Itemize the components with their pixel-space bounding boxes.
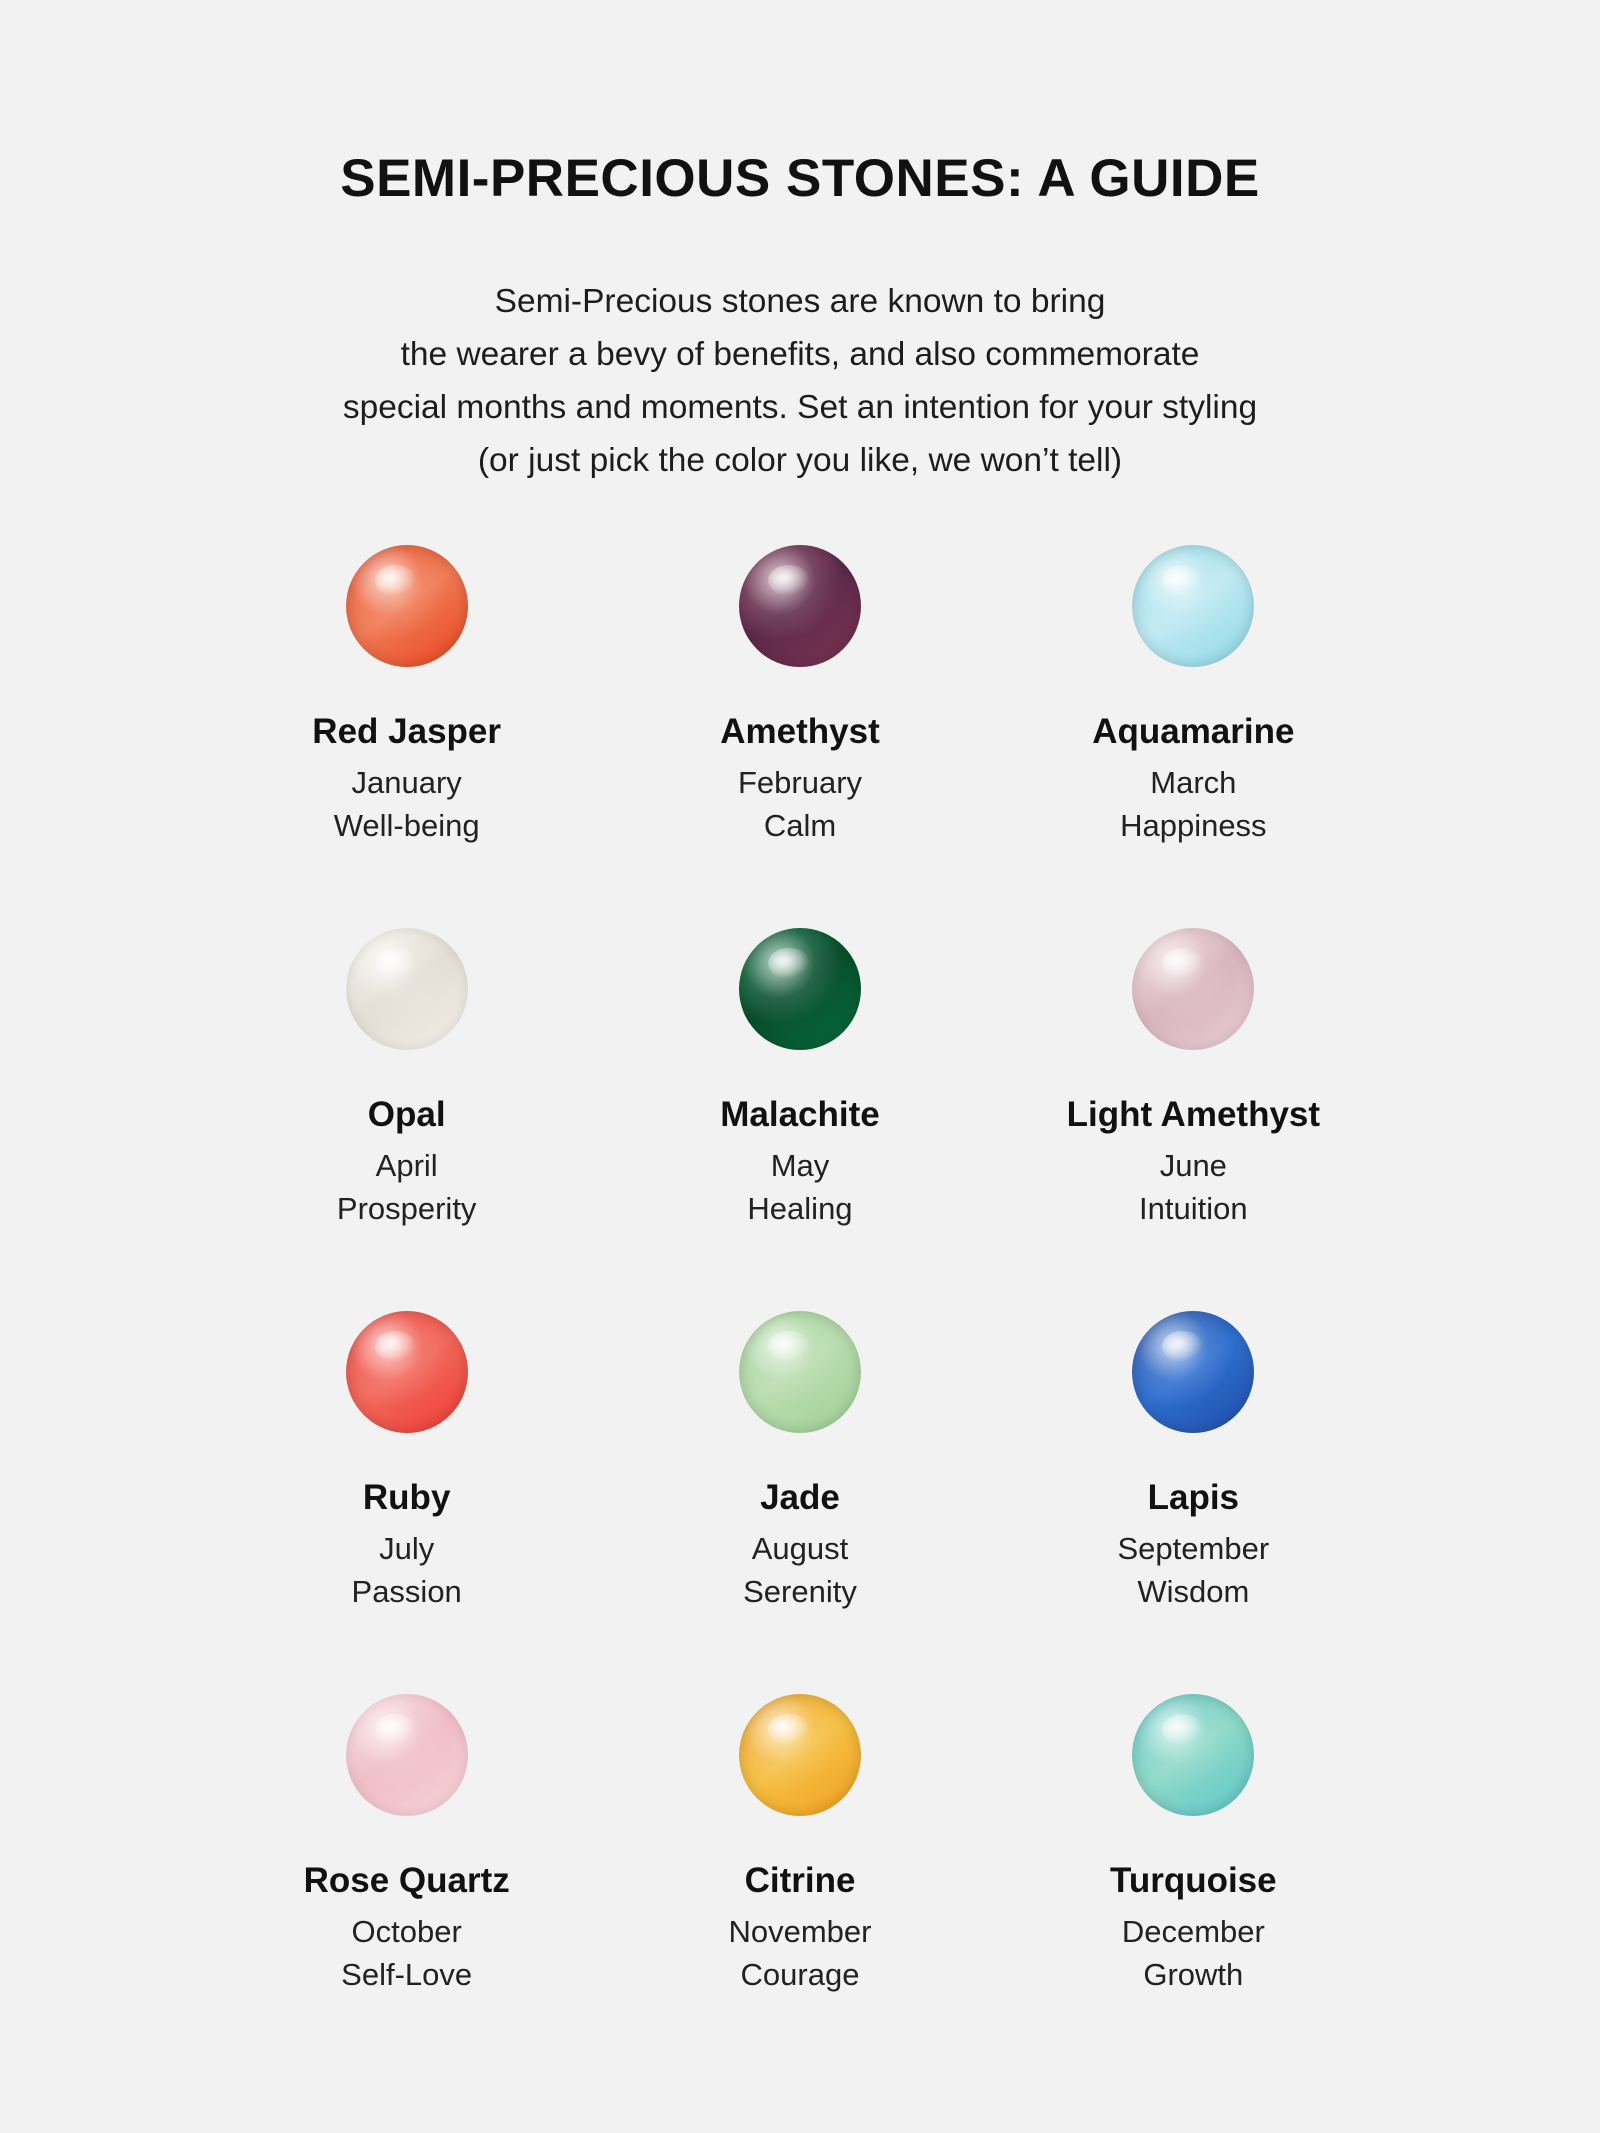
stone-name: Red Jasper bbox=[312, 712, 502, 751]
lapis-stone bbox=[1132, 1311, 1254, 1433]
stone-month: February bbox=[737, 765, 863, 800]
rose-quartz-stone bbox=[346, 1694, 468, 1816]
citrine-stone bbox=[739, 1694, 861, 1816]
stone-month: June bbox=[1159, 1148, 1227, 1183]
stone-trait: Courage bbox=[740, 1957, 860, 1992]
stone-trait: Intuition bbox=[1139, 1191, 1248, 1226]
aquamarine-stone bbox=[1132, 545, 1254, 667]
stone-trait: Happiness bbox=[1120, 808, 1267, 843]
stone-trait: Passion bbox=[351, 1574, 462, 1609]
malachite-stone bbox=[739, 928, 861, 1050]
intro-line-4: (or just pick the color you like, we won’t tell) bbox=[477, 442, 1123, 479]
stone-card bbox=[603, 1694, 996, 2077]
stone-card bbox=[210, 1311, 603, 1694]
intro-line-2: the wearer a bevy of benefits, and also commemorate bbox=[400, 336, 1200, 373]
stone-trait: Serenity bbox=[743, 1574, 857, 1609]
stone-card bbox=[210, 545, 603, 928]
stone-trait: Healing bbox=[747, 1191, 853, 1226]
page-title: SEMI-PRECIOUS STONES: A GUIDE bbox=[340, 149, 1260, 208]
stone-card bbox=[997, 1311, 1390, 1694]
stone-trait: Self-Love bbox=[341, 1957, 473, 1992]
intro-paragraph bbox=[343, 275, 1257, 487]
stone-name: Jade bbox=[760, 1478, 840, 1517]
stone-name: Light Amethyst bbox=[1066, 1095, 1321, 1134]
jade-stone bbox=[739, 1311, 861, 1433]
amethyst-stone bbox=[739, 545, 861, 667]
stone-month: December bbox=[1121, 1914, 1265, 1949]
stone-name: Rose Quartz bbox=[303, 1861, 510, 1900]
stone-month: April bbox=[375, 1148, 438, 1183]
turquoise-stone bbox=[1132, 1694, 1254, 1816]
stone-card bbox=[603, 545, 996, 928]
stone-card bbox=[210, 1694, 603, 2077]
stone-name: Lapis bbox=[1147, 1478, 1240, 1517]
light-amethyst-stone bbox=[1132, 928, 1254, 1050]
stone-month: October bbox=[351, 1914, 462, 1949]
ruby-stone bbox=[346, 1311, 468, 1433]
stone-name: Amethyst bbox=[720, 712, 880, 751]
stone-trait: Growth bbox=[1143, 1957, 1244, 1992]
stone-name: Citrine bbox=[744, 1861, 856, 1900]
intro-line-1: Semi-Precious stones are known to bring bbox=[494, 283, 1106, 320]
stone-trait: Wisdom bbox=[1137, 1574, 1250, 1609]
stone-name: Turquoise bbox=[1110, 1861, 1277, 1900]
stone-name: Opal bbox=[367, 1095, 446, 1134]
opal-stone bbox=[346, 928, 468, 1050]
stone-name: Aquamarine bbox=[1092, 712, 1295, 751]
stone-month: January bbox=[351, 765, 462, 800]
stone-card bbox=[603, 928, 996, 1311]
stone-grid bbox=[210, 545, 1390, 2077]
stone-month: November bbox=[728, 1914, 872, 1949]
stone-month: July bbox=[379, 1531, 435, 1566]
stone-card bbox=[603, 1311, 996, 1694]
stone-trait: Well-being bbox=[333, 808, 480, 843]
stone-month: August bbox=[751, 1531, 849, 1566]
stone-trait: Prosperity bbox=[336, 1191, 477, 1226]
stone-trait: Calm bbox=[763, 808, 837, 843]
red-jasper-stone bbox=[346, 545, 468, 667]
stone-name: Malachite bbox=[720, 1095, 880, 1134]
stone-card bbox=[997, 1694, 1390, 2077]
stone-month: September bbox=[1117, 1531, 1270, 1566]
stone-name: Ruby bbox=[362, 1478, 451, 1517]
stone-card bbox=[210, 928, 603, 1311]
intro-line-3: special months and moments. Set an intention for your styling bbox=[342, 389, 1258, 426]
stone-card bbox=[997, 545, 1390, 928]
stone-card bbox=[997, 928, 1390, 1311]
stone-month: March bbox=[1150, 765, 1237, 800]
stone-month: May bbox=[770, 1148, 830, 1183]
